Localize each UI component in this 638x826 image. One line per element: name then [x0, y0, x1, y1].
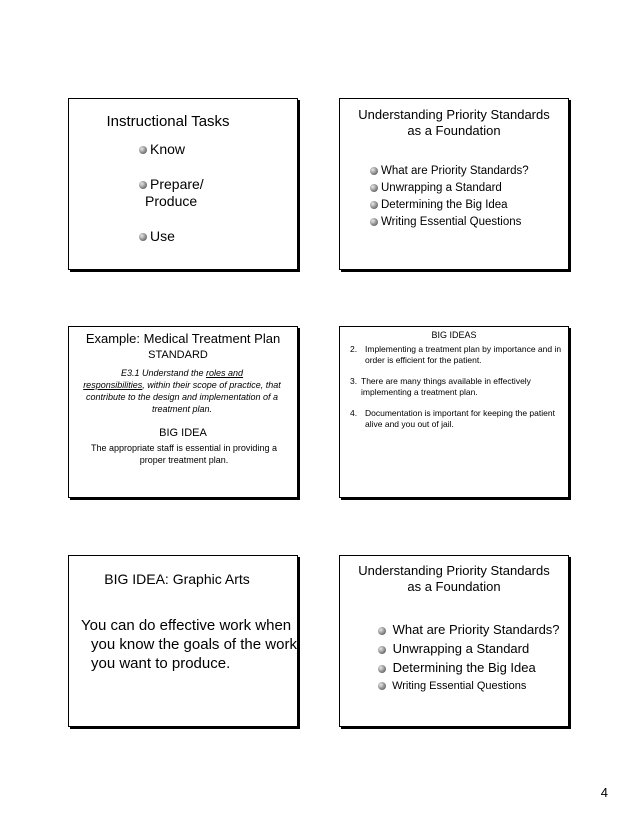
slide-title: BIG IDEAS — [431, 330, 477, 340]
bullet-icon — [378, 646, 386, 654]
list-item: 2. Implementing a treatment plan by importance and in order is efficient for the patient. — [350, 344, 562, 365]
list-item: Writing Essential Questions — [370, 214, 529, 231]
list-item: Use — [139, 228, 204, 245]
list-item: Unwrapping a Standard — [370, 180, 529, 197]
bullet-icon — [378, 682, 386, 690]
bullet-icon — [139, 181, 147, 189]
list-item: 3. There are many things available in effectively implementing a treatment plan. — [350, 376, 531, 397]
list-item: 4. Documentation is important for keeping the patient alive and you out of jail. — [350, 408, 555, 429]
page-number: 4 — [600, 785, 608, 800]
slide-graphic-arts — [68, 555, 298, 727]
numbered-list — [350, 344, 564, 440]
big-idea-text: The appropriate staff is essential in providing a proper treatment plan. — [91, 443, 277, 465]
bullet-icon — [378, 665, 386, 673]
slide-body: You can do effective work when you know the goals of the work you want to produce. — [81, 617, 297, 672]
slide-medical-treatment-plan — [68, 326, 298, 498]
standard-heading: STANDARD — [148, 349, 208, 361]
big-idea-heading: BIG IDEA — [159, 427, 207, 439]
slide-title: Understanding Priority Standards as a Foundation — [358, 563, 550, 594]
bullet-icon — [370, 218, 378, 226]
slide-title: BIG IDEA: Graphic Arts — [104, 571, 250, 587]
bullet-icon — [370, 167, 378, 175]
bullet-list — [370, 163, 529, 231]
bullet-icon — [378, 627, 386, 635]
list-item: Prepare/ Produce — [139, 176, 204, 210]
bullet-icon — [139, 233, 147, 241]
slide-title: Example: Medical Treatment Plan — [85, 331, 281, 346]
standard-text: E3.1 Understand the roles and responsibilities, within their scope of practice, that contribute to the design and implementation of a treatment plan. — [83, 368, 281, 414]
bullet-list — [139, 141, 204, 263]
slide-big-ideas — [339, 326, 569, 498]
slide-title: Instructional Tasks — [106, 113, 230, 130]
slide-priority-standards — [339, 98, 569, 270]
list-item: Writing Essential Questions — [378, 677, 560, 696]
list-item: What are Priority Standards? — [378, 620, 560, 639]
bullet-icon — [139, 146, 147, 154]
slide-title: Understanding Priority Standards as a Foundation — [358, 107, 550, 138]
bullet-icon — [370, 184, 378, 192]
list-item: Unwrapping a Standard — [378, 639, 560, 658]
list-item: Determining the Big Idea — [370, 197, 529, 214]
bullet-icon — [370, 201, 378, 209]
list-item: Determining the Big Idea — [378, 658, 560, 677]
bullet-list — [378, 620, 560, 696]
list-item: Know — [139, 141, 204, 158]
slide-instructional-tasks — [68, 98, 298, 270]
list-item: What are Priority Standards? — [370, 163, 529, 180]
slide-priority-standards-2 — [339, 555, 569, 727]
